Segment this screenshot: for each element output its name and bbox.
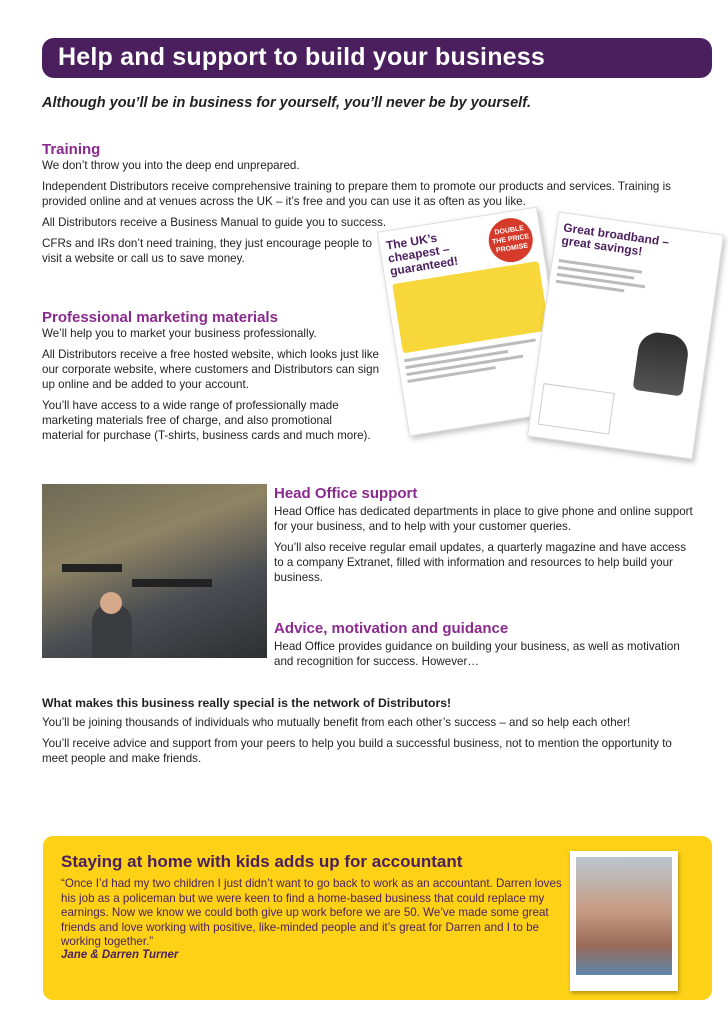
advice-text-1: Head Office provides guidance on building your business, as well as motivation and recognition for success. However… (274, 640, 680, 668)
flyer-left-title: The UK’s cheapest – guaranteed! (384, 230, 460, 279)
head-office-text-2: You’ll also receive regular email updates, a quarterly magazine and have access to a company Extranet, filled with information and resources to help build your business. (274, 541, 687, 584)
family-photo-image (576, 857, 672, 975)
network-text-2: You’ll receive advice and support from your peers to help you build a successful business, not to mention the opportunity to meet people and make friends. (42, 737, 672, 765)
testimonial-signature: Jane & Darren Turner (61, 949, 179, 961)
head-office-section (274, 485, 694, 591)
training-text-2: Independent Distributors receive comprehensive training to prepare them to promote our products and services. Training is provided online and at venues across the UK – it’s free and you can use it as often as you like. (42, 180, 671, 208)
person-photo (633, 330, 691, 396)
training-text-1: We don’t throw you into the deep end unprepared. (42, 159, 300, 172)
network-section (42, 696, 682, 772)
flyer-right-title: Great broadband – great savings! (560, 220, 671, 259)
training-text-4: CFRs and IRs don’t need training, they just encourage people to visit a website or call us to save money. (42, 237, 372, 265)
flyer-image-right (527, 211, 724, 459)
marketing-text-2: All Distributors receive a free hosted website, which looks just like our corporate website, where customers and Distributors can sign up online and be added to your account. (42, 348, 380, 391)
advice-heading: Advice, motivation and guidance (274, 620, 509, 637)
flyer-form-box (538, 383, 615, 435)
lead-text: Although you’ll be in business for yourself, you’ll never be by yourself. (42, 95, 532, 111)
training-heading: Training (42, 141, 101, 158)
network-heading: What makes this business really special is the network of Distributors! (42, 696, 452, 710)
flyer-right-lines (556, 259, 711, 304)
page-title: Help and support to build your business (58, 43, 545, 71)
advice-section (274, 620, 694, 675)
testimonial-box (43, 836, 712, 1000)
testimonial-heading: Staying at home with kids adds up for accountant (61, 852, 463, 871)
network-text-1: You’ll be joining thousands of individuals who mutually benefit from each other’s success – and so help each other! (42, 716, 631, 729)
header-banner (42, 38, 712, 78)
testimonial-quote: “Once I’d had my two children I just didn’t want to go back to work as an accountant. Darren loves his job as a policeman but we were keen to find a home-based business that could replace my earnings. Now we know we could both give up work before we are 50. We’ve made some great friends and love working with positive, like-minded people and it’s great for Darren and I to be working together.” (61, 877, 562, 949)
head-office-text-1: Head Office has dedicated departments in place to give phone and online support for your business, and to help with your customer queries. (274, 505, 693, 533)
marketing-text-3: You’ll have access to a wide range of professionally made marketing materials free of charge, and also promotional material for purchase (T-shirts, business cards and much more). (42, 399, 371, 442)
price-promise-badge: DOUBLE THE PRICE PROMISE (486, 215, 536, 265)
training-text-3: All Distributors receive a Business Manual to guide you to success. (42, 216, 387, 229)
head-office-heading: Head Office support (274, 485, 418, 502)
family-photo (570, 851, 678, 991)
marketing-text-1: We’ll help you to market your business professionally. (42, 327, 317, 340)
marketing-heading: Professional marketing materials (42, 309, 278, 326)
office-photo (42, 484, 267, 658)
